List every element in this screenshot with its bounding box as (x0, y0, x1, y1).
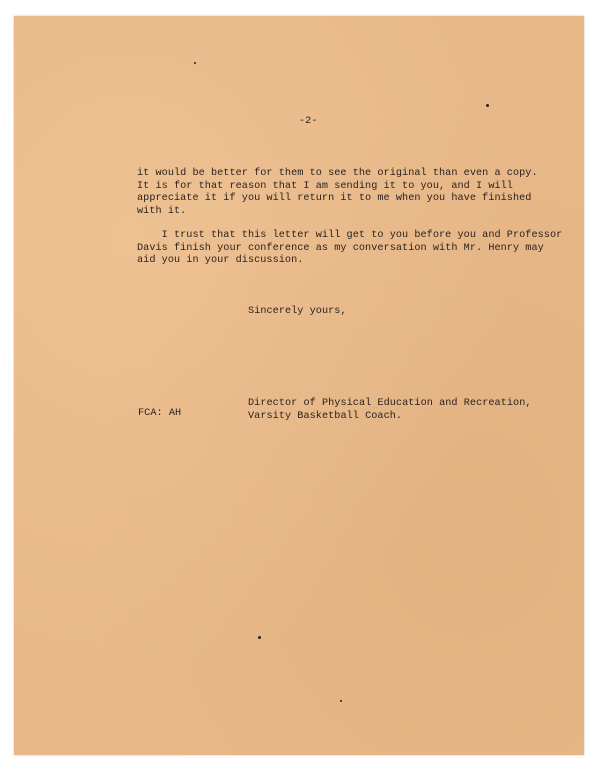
page-number: -2- (299, 116, 318, 127)
reference-initials: FCA: AH (138, 408, 182, 419)
signature-block: Director of Physical Education and Recreation, Varsity Basketball Coach. (248, 398, 532, 422)
closing-line: Sincerely yours, (248, 306, 347, 317)
paragraph-2: I trust that this letter will get to you before you and Professor Davis finish your conference as my conversation with Mr. Henry may aid you in your discussion. (137, 230, 563, 266)
ink-speck (258, 636, 261, 639)
letter-page (14, 16, 584, 755)
ink-speck (340, 700, 342, 702)
ink-speck (194, 62, 196, 64)
ink-speck (486, 104, 489, 107)
paragraph-1: it would be better for them to see the original than even a copy. It is for that reason that I am sending it to you, and I will appreciate it if you will return it to me when you have finished with it. (137, 168, 538, 217)
